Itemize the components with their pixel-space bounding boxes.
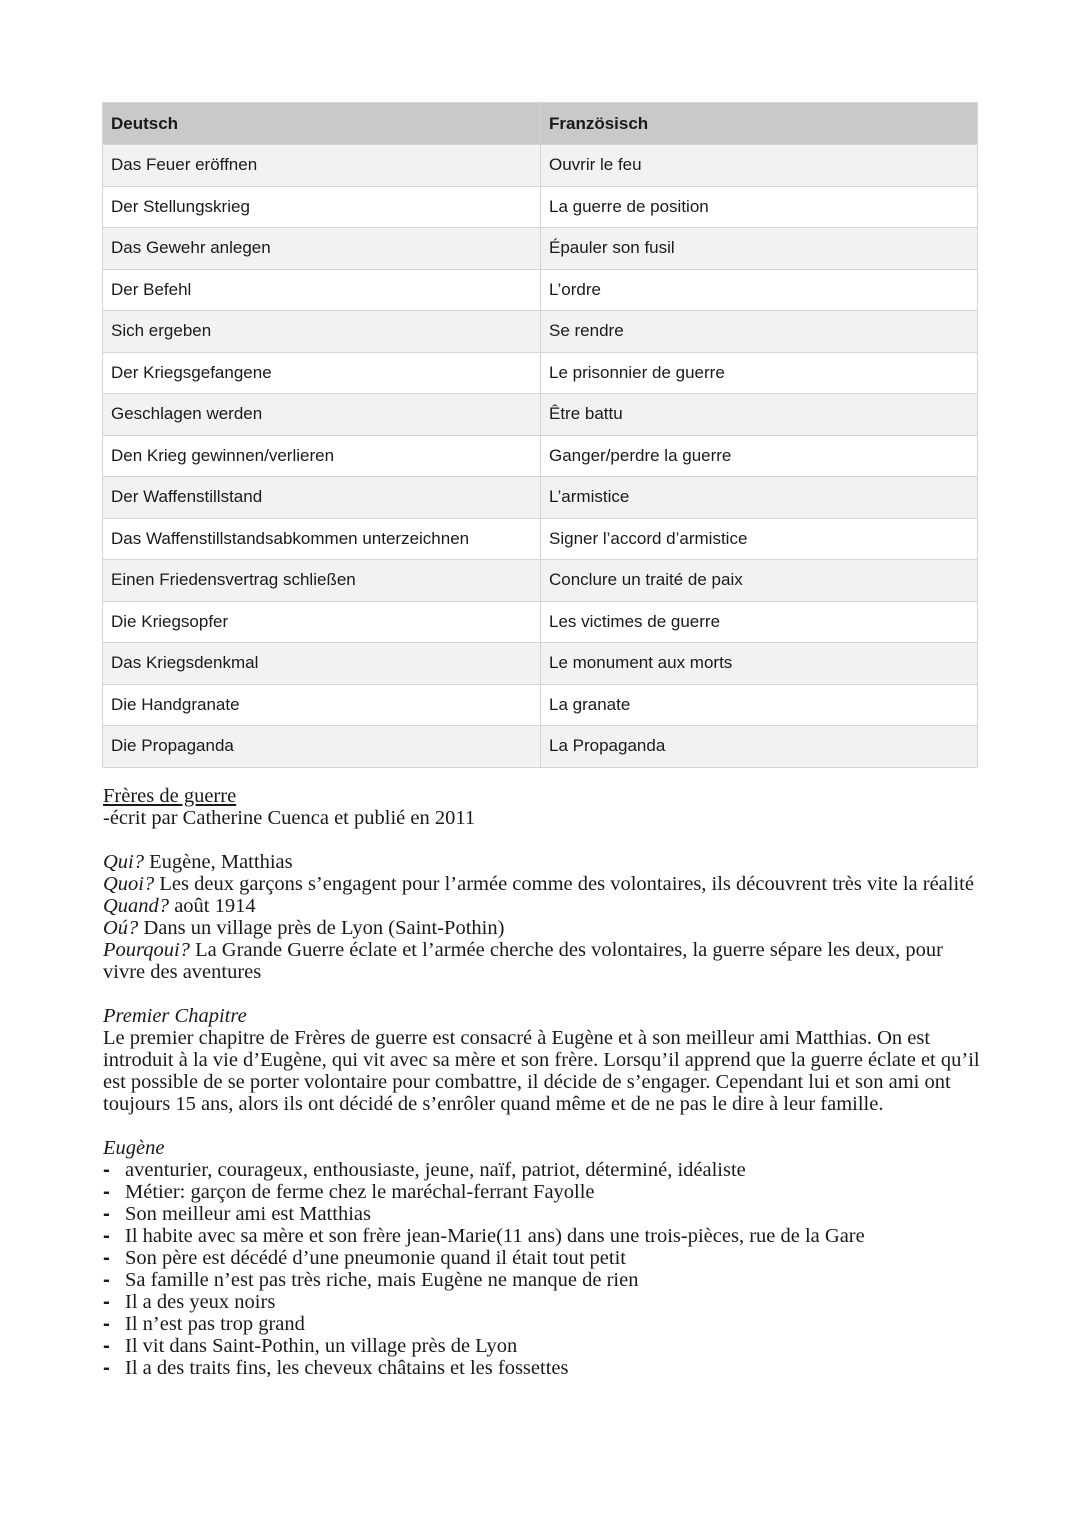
vocabulary-table <box>102 102 978 768</box>
character-heading: Eugène <box>103 1137 165 1159</box>
table-row <box>103 352 978 394</box>
french-term: Ganger/perdre la guerre <box>541 435 978 477</box>
question-where <box>103 917 983 939</box>
question-label: Qui? <box>103 851 144 873</box>
french-term: Conclure un traité de paix <box>541 560 978 602</box>
list-item: - Sa famille n’est pas très riche, mais Eugène ne manque de rien <box>103 1269 983 1291</box>
list-item: - Son meilleur ami est Matthias <box>103 1203 983 1225</box>
german-term: Das Feuer eröffnen <box>103 145 541 187</box>
french-term: Ouvrir le feu <box>541 145 978 187</box>
question-label: Oú? <box>103 917 139 939</box>
french-term: Signer l’accord d’armistice <box>541 518 978 560</box>
german-term: Der Waffenstillstand <box>103 477 541 519</box>
question-why <box>103 939 983 983</box>
book-title: Frères de guerre <box>103 785 237 807</box>
book-notes <box>103 785 983 1379</box>
french-term: Épauler son fusil <box>541 228 978 270</box>
column-header-german: Deutsch <box>103 103 541 145</box>
list-item: - aventurier, courageux, enthousiaste, jeune, naïf, patriot, déterminé, idéaliste <box>103 1159 983 1181</box>
german-term: Der Befehl <box>103 269 541 311</box>
question-answer: La Grande Guerre éclate et l’armée cherche des volontaires, la guerre sépare les deux, pour vivre des aventures <box>103 939 943 983</box>
question-who <box>103 851 983 873</box>
question-what <box>103 873 983 895</box>
german-term: Einen Friedensvertrag schließen <box>103 560 541 602</box>
list-item: - Métier: garçon de ferme chez le maréchal-ferrant Fayolle <box>103 1181 983 1203</box>
french-term: L’armistice <box>541 477 978 519</box>
question-label: Quand? <box>103 895 170 917</box>
chapter-heading: Premier Chapitre <box>103 1005 247 1027</box>
french-term: Le monument aux morts <box>541 643 978 685</box>
question-answer: août 1914 <box>169 895 256 917</box>
german-term: Den Krieg gewinnen/verlieren <box>103 435 541 477</box>
chapter-summary: Le premier chapitre de Frères de guerre est consacré à Eugène et à son meilleur ami Matthias. On est introduit à la vie d’Eugène, qui vit avec sa mère et son frère. Lorsqu’il apprend que la guerre éclate et qu’il est possible de se porter volontaire pour combattre, il décide de s’engager. Cependant lui et son ami ont toujours 15 ans, alors ils ont décidé de s’enrôler quand même et de ne pas le dire à leur famille. <box>103 1027 980 1115</box>
german-term: Die Kriegsopfer <box>103 601 541 643</box>
table-row <box>103 228 978 270</box>
french-term: La granate <box>541 684 978 726</box>
french-term: Être battu <box>541 394 978 436</box>
table-row <box>103 518 978 560</box>
list-item: - Il n’est pas trop grand <box>103 1313 983 1335</box>
table-row <box>103 394 978 436</box>
table-row <box>103 684 978 726</box>
german-term: Die Propaganda <box>103 726 541 768</box>
list-item: - Il a des yeux noirs <box>103 1291 983 1313</box>
list-item: - Il vit dans Saint-Pothin, un village près de Lyon <box>103 1335 983 1357</box>
german-term: Geschlagen werden <box>103 394 541 436</box>
german-term: Das Gewehr anlegen <box>103 228 541 270</box>
book-author-line: -écrit par Catherine Cuenca et publié en 2011 <box>103 807 476 829</box>
table-row <box>103 311 978 353</box>
spacer <box>103 829 983 851</box>
list-item: - Son père est décédé d’une pneumonie quand il était tout petit <box>103 1247 983 1269</box>
german-term: Das Kriegsdenkmal <box>103 643 541 685</box>
table-row <box>103 145 978 187</box>
table-row <box>103 726 978 768</box>
table-row <box>103 435 978 477</box>
french-term: La Propaganda <box>541 726 978 768</box>
character-traits-list <box>103 1159 983 1379</box>
german-term: Sich ergeben <box>103 311 541 353</box>
question-label: Quoi? <box>103 873 155 895</box>
table-row <box>103 477 978 519</box>
table-row <box>103 643 978 685</box>
french-term: La guerre de position <box>541 186 978 228</box>
list-item: - Il habite avec sa mère et son frère jean-Marie(11 ans) dans une trois-pièces, rue de la Gare <box>103 1225 983 1247</box>
german-term: Die Handgranate <box>103 684 541 726</box>
french-term: L’ordre <box>541 269 978 311</box>
table-row <box>103 269 978 311</box>
german-term: Der Stellungskrieg <box>103 186 541 228</box>
french-term: Les victimes de guerre <box>541 601 978 643</box>
question-label: Pourqoui? <box>103 939 190 961</box>
question-answer: Eugène, Matthias <box>144 851 293 873</box>
table-row <box>103 601 978 643</box>
french-term: Le prisonnier de guerre <box>541 352 978 394</box>
german-term: Der Kriegsgefangene <box>103 352 541 394</box>
question-answer: Dans un village près de Lyon (Saint-Pothin) <box>138 917 505 939</box>
german-term: Das Waffenstillstandsabkommen unterzeichnen <box>103 518 541 560</box>
column-header-french: Französisch <box>541 103 978 145</box>
table-row <box>103 560 978 602</box>
table-header-row <box>103 103 978 145</box>
spacer <box>103 983 983 1005</box>
question-answer: Les deux garçons s’engagent pour l’armée comme des volontaires, ils découvrent très vite la réalité <box>154 873 974 895</box>
table-row <box>103 186 978 228</box>
list-item: - Il a des traits fins, les cheveux châtains et les fossettes <box>103 1357 983 1379</box>
french-term: Se rendre <box>541 311 978 353</box>
spacer <box>103 1115 983 1137</box>
question-when <box>103 895 983 917</box>
